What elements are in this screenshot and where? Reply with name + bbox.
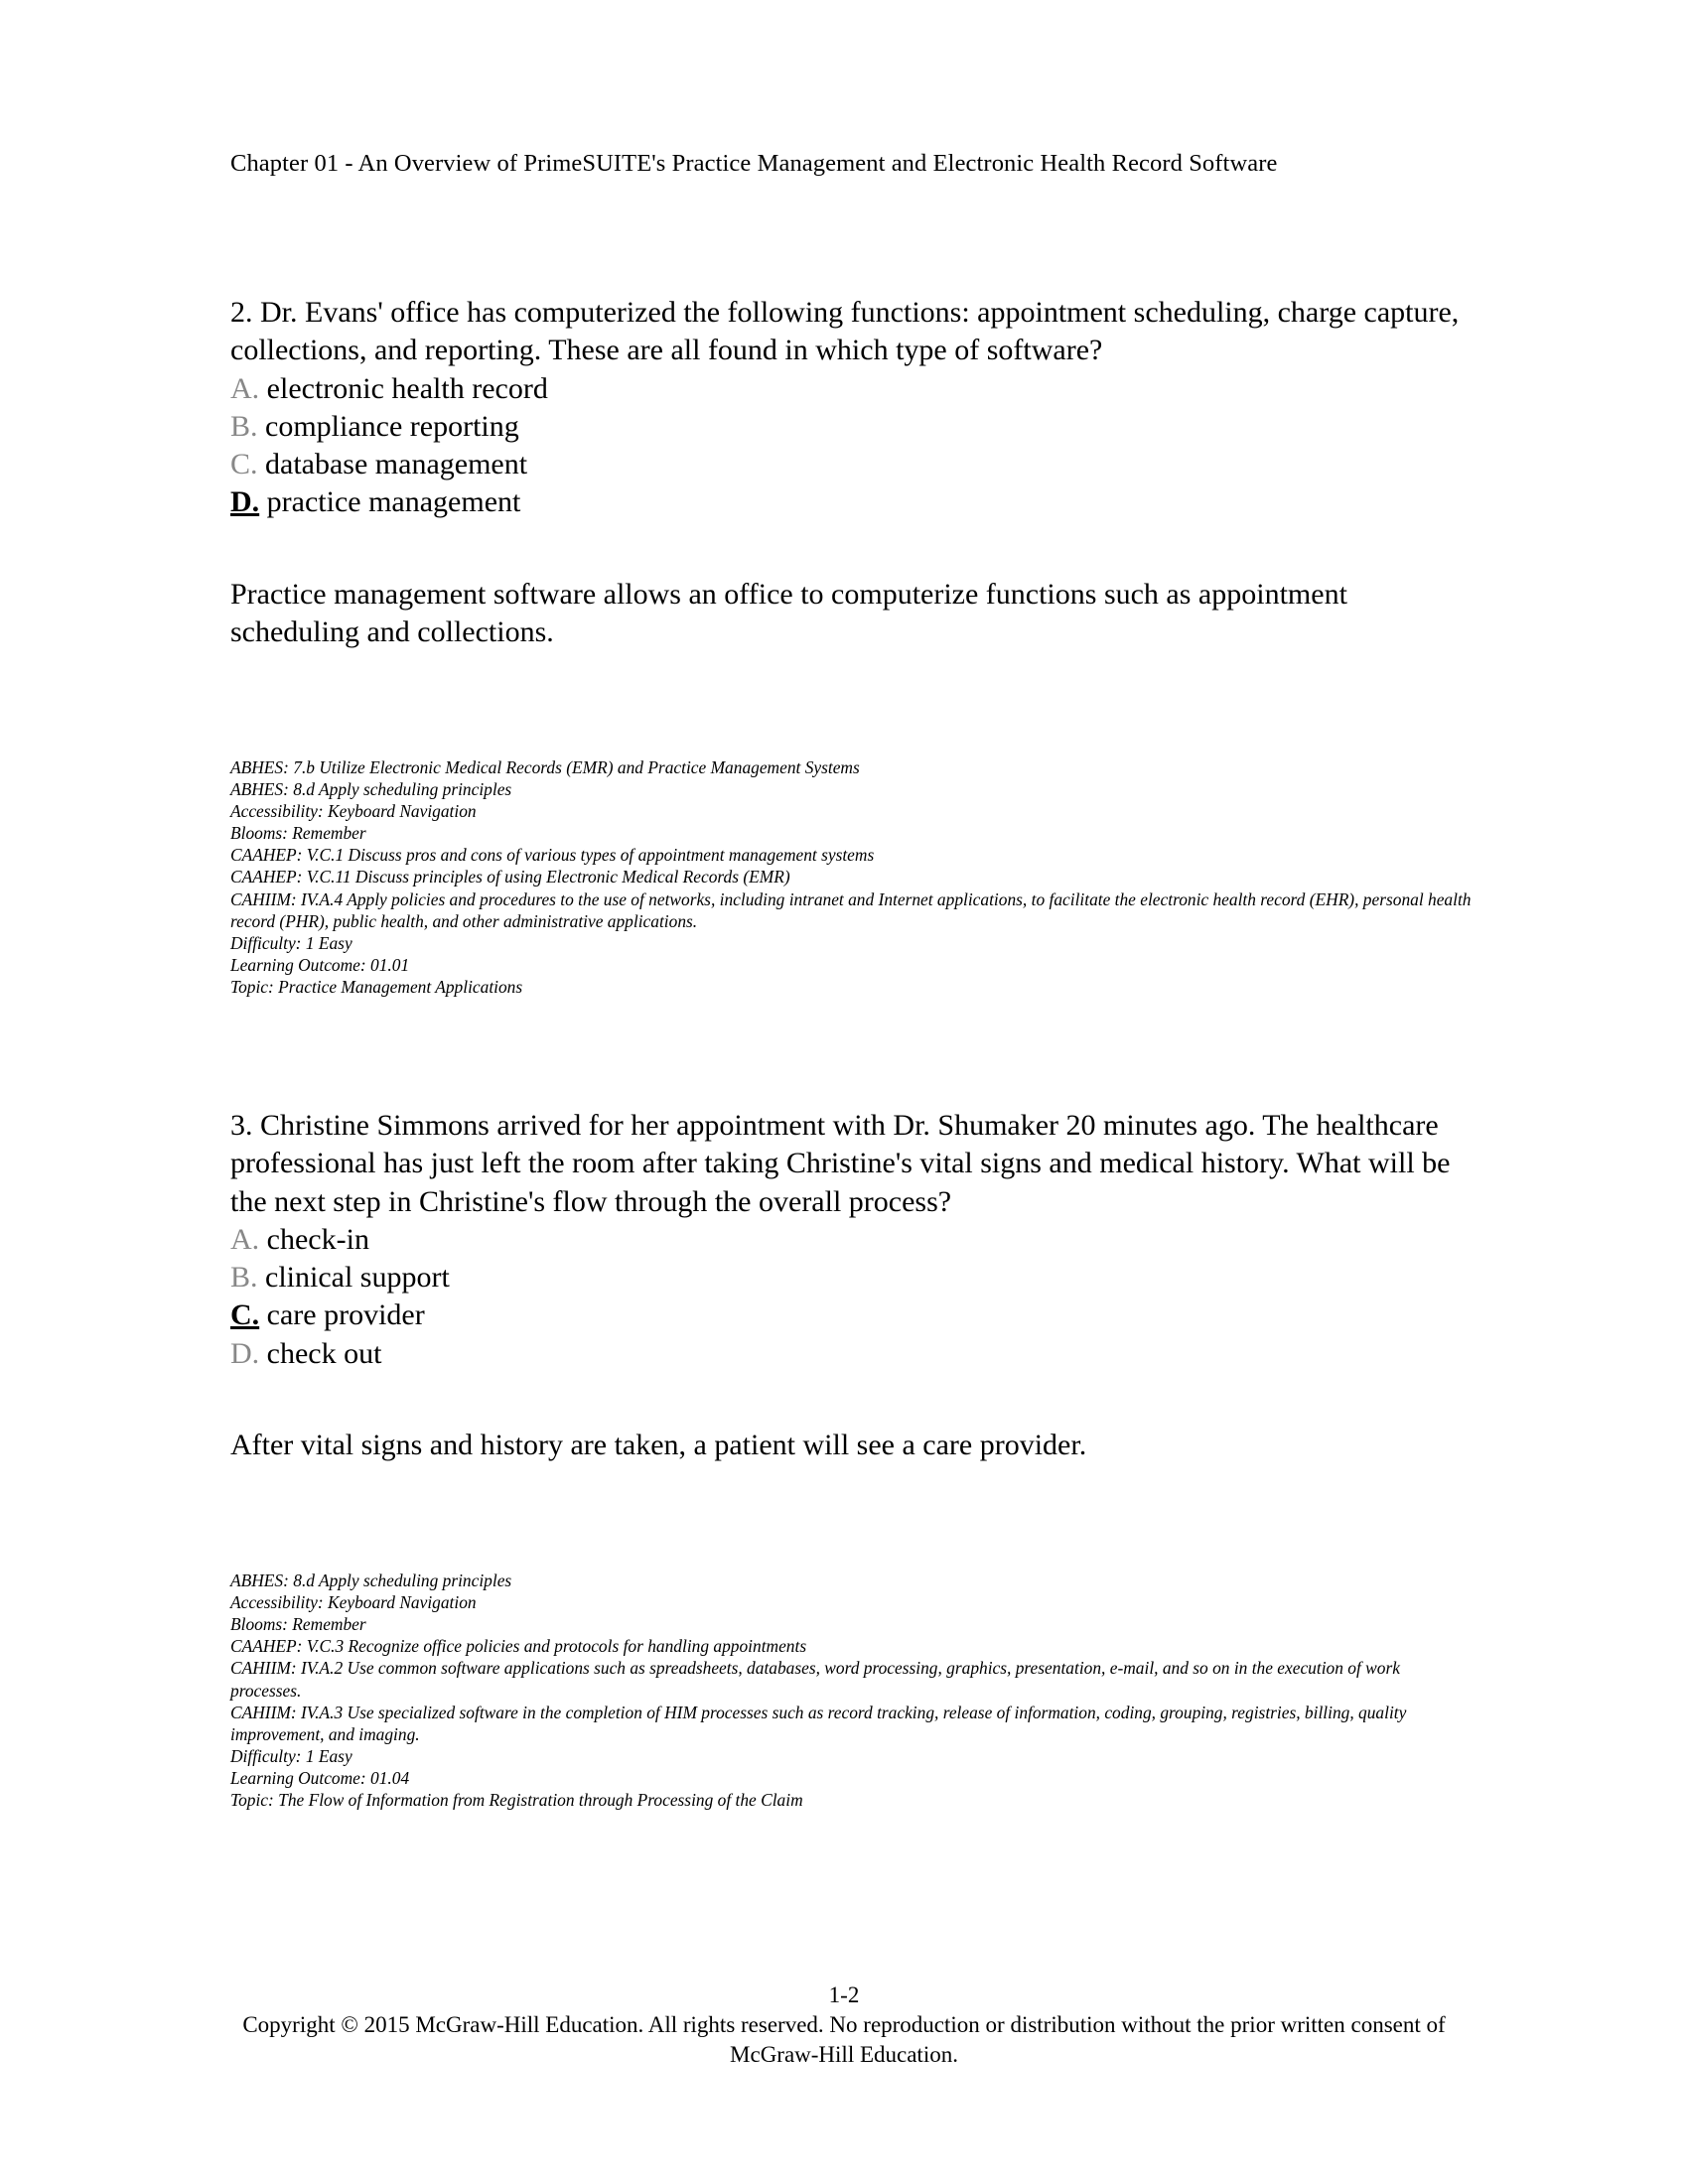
answer-option[interactable]	[230, 1221, 1474, 1259]
metadata-line: Blooms: Remember	[230, 823, 366, 844]
page-footer	[0, 1980, 1688, 2070]
metadata-line: CAHIIM: IV.A.3 Use specialized software in the completion of HIM processes such as record tracking, release of information, coding, grouping, registries, billing, quality improvement, and imaging.	[230, 1702, 1407, 1744]
metadata-line: CAHIIM: IV.A.4 Apply policies and procedures to the use of networks, including intranet and Internet applications, to facilitate the electronic health record (EHR), personal health record (PHR), public health, and other administrative applications.	[230, 888, 1472, 931]
answer-rationale: Practice management software allows an office to computerize functions such as appointment scheduling and collections.	[230, 577, 1347, 648]
question-metadata	[230, 1570, 1474, 1811]
answer-options	[230, 370, 1474, 522]
metadata-line: ABHES: 8.d Apply scheduling principles	[230, 779, 512, 800]
copyright-line-2: McGraw-Hill Education.	[730, 2041, 958, 2067]
metadata-line: Topic: The Flow of Information from Registration through Processing of the Claim	[230, 1789, 803, 1810]
page-number: 1-2	[828, 1982, 860, 2007]
option-text: check-in	[266, 1222, 369, 1256]
question-stem: 3. Christine Simmons arrived for her appointment with Dr. Shumaker 20 minutes ago. The healthcare professional has just left the room after taking Christine's vital signs and medical history. What will be the next step in Christine's flow through the overall process?	[230, 1109, 1451, 1218]
question-block	[230, 1107, 1474, 1811]
spacer	[230, 1373, 1474, 1427]
spacer	[230, 651, 1474, 756]
answer-options	[230, 1221, 1474, 1373]
option-text: care provider	[266, 1298, 425, 1332]
metadata-line: Difficulty: 1 Easy	[230, 932, 352, 953]
metadata-line: Blooms: Remember	[230, 1614, 366, 1635]
copyright-line-1: Copyright © 2015 McGraw-Hill Education. All rights reserved. No reproduction or distribution without the prior written consent of	[242, 2011, 1446, 2037]
option-text: electronic health record	[266, 371, 548, 405]
answer-rationale: After vital signs and history are taken, a patient will see a care provider.	[230, 1428, 1087, 1461]
option-text: check out	[266, 1336, 382, 1370]
option-text: practice management	[266, 485, 521, 519]
answer-option-correct[interactable]	[230, 483, 1474, 521]
spacer	[230, 1464, 1474, 1570]
metadata-line: CAAHEP: V.C.11 Discuss principles of using Electronic Medical Records (EMR)	[230, 867, 790, 887]
answer-option[interactable]	[230, 370, 1474, 408]
spacer	[230, 998, 1474, 1107]
option-letter: A.	[230, 371, 260, 405]
question-block	[230, 294, 1474, 998]
answer-option[interactable]	[230, 446, 1474, 483]
metadata-line: CAAHEP: V.C.1 Discuss pros and cons of various types of appointment management systems	[230, 845, 875, 866]
answer-option[interactable]	[230, 408, 1474, 446]
metadata-line: ABHES: 8.d Apply scheduling principles	[230, 1570, 512, 1591]
option-letter: A.	[230, 1222, 260, 1256]
question-stem: 2. Dr. Evans' office has computerized the following functions: appointment scheduling, charge capture, collections, and reporting. These are all found in which type of software?	[230, 296, 1460, 367]
metadata-line: Learning Outcome: 01.04	[230, 1767, 410, 1788]
metadata-line: CAAHEP: V.C.3 Recognize office policies and protocols for handling appointments	[230, 1636, 807, 1657]
option-text: database management	[265, 448, 528, 480]
metadata-line: Accessibility: Keyboard Navigation	[230, 801, 477, 822]
option-letter: D.	[230, 485, 260, 519]
option-letter: C.	[230, 1298, 260, 1332]
spacer	[230, 522, 1474, 576]
option-letter: D.	[230, 1336, 260, 1370]
option-text: clinical support	[265, 1261, 450, 1295]
option-letter: B.	[230, 409, 258, 443]
running-header: Chapter 01 - An Overview of PrimeSUITE's Practice Management and Electronic Health Record Software	[230, 150, 1278, 177]
metadata-line: ABHES: 7.b Utilize Electronic Medical Records (EMR) and Practice Management Systems	[230, 757, 860, 777]
metadata-line: Difficulty: 1 Easy	[230, 1745, 352, 1766]
option-letter: C.	[230, 448, 258, 480]
metadata-line: Topic: Practice Management Applications	[230, 976, 523, 997]
option-text: compliance reporting	[265, 409, 519, 443]
metadata-line: Learning Outcome: 01.01	[230, 954, 410, 975]
answer-option[interactable]	[230, 1259, 1474, 1297]
answer-option-correct[interactable]	[230, 1297, 1474, 1334]
answer-option[interactable]	[230, 1335, 1474, 1373]
question-metadata	[230, 756, 1474, 998]
option-letter: B.	[230, 1261, 258, 1295]
metadata-line: CAHIIM: IV.A.2 Use common software applications such as spreadsheets, databases, word processing, graphics, presentation, e-mail, and so on in the execution of work processes.	[230, 1658, 1400, 1701]
metadata-line: Accessibility: Keyboard Navigation	[230, 1592, 477, 1613]
page-content	[230, 294, 1474, 1811]
